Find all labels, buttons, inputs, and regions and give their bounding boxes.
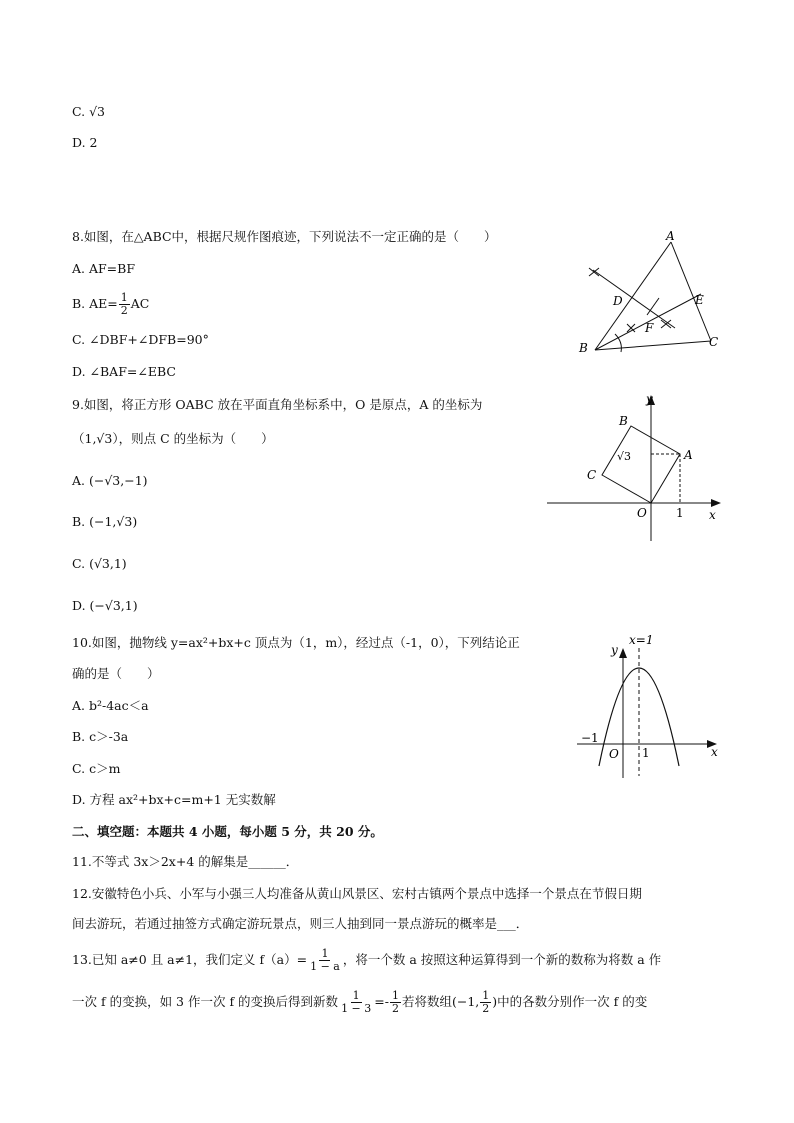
label-x-axis: x xyxy=(709,508,716,522)
cross-mark xyxy=(589,268,599,276)
q13-line2 xyxy=(72,990,647,1015)
q8-stem: 8.如图，在△ABC中，根据尺规作图痕迹，下列说法不一定正确的是（ ） xyxy=(72,229,497,244)
q13-fraction xyxy=(339,990,373,1015)
section-heading: 二、填空题：本题共 4 小题，每小题 5 分，共 20 分。 xyxy=(72,824,383,839)
label-one: 1 xyxy=(642,746,650,760)
label-b: B xyxy=(579,341,588,355)
q13-fraction xyxy=(308,948,342,973)
q13-line2-start: 一次 f 的变换，如 3 作一次 f 的变换后得到新数 xyxy=(72,994,339,1009)
q9-stem-line2: （1,√3），则点 C 的坐标为（ ） xyxy=(72,431,274,446)
q10-option-d: D. 方程 ax²+bx+c=m+1 无实数解 xyxy=(72,792,276,807)
fraction-numerator: 1 xyxy=(120,291,128,304)
q11-text: 11.不等式 3x＞2x+4 的解集是______． xyxy=(72,854,299,869)
label-a: A xyxy=(684,448,693,462)
fraction-numerator: 1 xyxy=(352,989,360,1002)
q7-option-d: D. 2 xyxy=(72,135,98,150)
q13-line1-start: 13.已知 a≠0 且 a≠1，我们定义 f（a）= xyxy=(72,952,308,967)
q13-line1 xyxy=(72,948,661,973)
q13-line2-end: 中的各数分别作一次 f 的变 xyxy=(497,994,648,1009)
q13-fraction xyxy=(480,990,491,1015)
q9-option-b: B. (−1,√3) xyxy=(72,514,138,529)
label-e: E xyxy=(695,293,704,307)
q10-parabola-figure xyxy=(575,630,725,780)
q8-option-b xyxy=(72,292,149,317)
q10-option-b: B. c＞-3a xyxy=(72,729,129,744)
segment-ac xyxy=(671,242,711,341)
q10-option-c: C. c＞m xyxy=(72,761,121,776)
square-oabc xyxy=(602,426,680,503)
label-c: C xyxy=(709,335,719,349)
label-y-axis: y xyxy=(646,393,653,406)
label-a: A xyxy=(666,229,675,243)
label-x-axis: x xyxy=(711,745,718,759)
q8-triangle-figure xyxy=(575,228,725,363)
q8-option-b-fraction xyxy=(119,292,130,317)
label-neg-one: −1 xyxy=(581,731,599,745)
fraction-numerator: 1 xyxy=(321,947,329,960)
q12-line1: 12.安徽特色小兵、小军与小强三人均准备从黄山风景区、宏村古镇两个景点中选择一个景点在节假日期 xyxy=(72,886,642,901)
q10-stem-line1: 10.如图，抛物线 y=ax²+bx+c 顶点为（1，m），经过点（-1，0），下列结论正 xyxy=(72,635,520,650)
segment-bc xyxy=(595,341,711,350)
segment-ab xyxy=(595,242,671,350)
label-axis-of-symmetry: x=1 xyxy=(629,633,654,647)
q8-option-b-suffix: AC xyxy=(130,296,150,311)
q13-fraction xyxy=(390,990,401,1015)
label-c: C xyxy=(587,468,597,482)
q9-option-c: C. (√3,1) xyxy=(72,556,127,571)
q9-option-d: D. (−√3,1) xyxy=(72,598,138,613)
x-axis-arrow xyxy=(711,499,721,507)
fraction-denominator: 1 − a xyxy=(310,960,340,973)
fraction-denominator: 2 xyxy=(482,1002,490,1015)
label-f: F xyxy=(645,321,654,335)
fraction-denominator: 2 xyxy=(120,304,128,317)
label-y-axis: y xyxy=(611,643,618,657)
q13-equals: =- xyxy=(374,994,389,1009)
q8-option-a: A. AF=BF xyxy=(72,261,136,276)
y-axis-arrow xyxy=(619,648,627,658)
fraction-numerator: 1 xyxy=(482,989,490,1002)
q8-option-b-prefix: B. AE= xyxy=(72,296,118,311)
label-sqrt3: √3 xyxy=(617,450,632,463)
q9-square-figure xyxy=(545,393,725,543)
q7-option-c: C. √3 xyxy=(72,104,105,119)
label-o: O xyxy=(609,747,619,761)
label-b: B xyxy=(619,414,628,428)
q8-option-d: D. ∠BAF=∠EBC xyxy=(72,364,176,379)
q10-stem-line2: 确的是（ ） xyxy=(72,666,160,681)
q9-stem-line1: 9.如图，将正方形 OABC 放在平面直角坐标系中，O 是原点，A 的坐标为 xyxy=(72,397,483,412)
q13-line1-end: ，将一个数 a 按照这种运算得到一个新的数称为将数 a 作 xyxy=(342,952,662,967)
q10-option-a: A. b²-4ac＜a xyxy=(72,698,149,713)
q13-array-close: ) xyxy=(492,994,498,1009)
perpendicular-bisector xyxy=(593,270,675,328)
fraction-denominator: 1 − 3 xyxy=(341,1002,372,1015)
label-d: D xyxy=(613,294,623,308)
q8-option-c: C. ∠DBF+∠DFB=90° xyxy=(72,332,209,347)
q13-line2-mid: 若将数组 xyxy=(401,994,452,1009)
label-one: 1 xyxy=(676,506,684,520)
label-o: O xyxy=(637,506,647,520)
fraction-numerator: 1 xyxy=(391,989,399,1002)
q9-option-a: A. (−√3,−1) xyxy=(72,473,148,488)
q13-array-open: (−1, xyxy=(452,994,480,1009)
fraction-denominator: 2 xyxy=(391,1002,399,1015)
q12-line2: 间去游玩，若通过抽签方式确定游玩景点，则三人抽到同一景点游玩的概率是___． xyxy=(72,916,529,931)
